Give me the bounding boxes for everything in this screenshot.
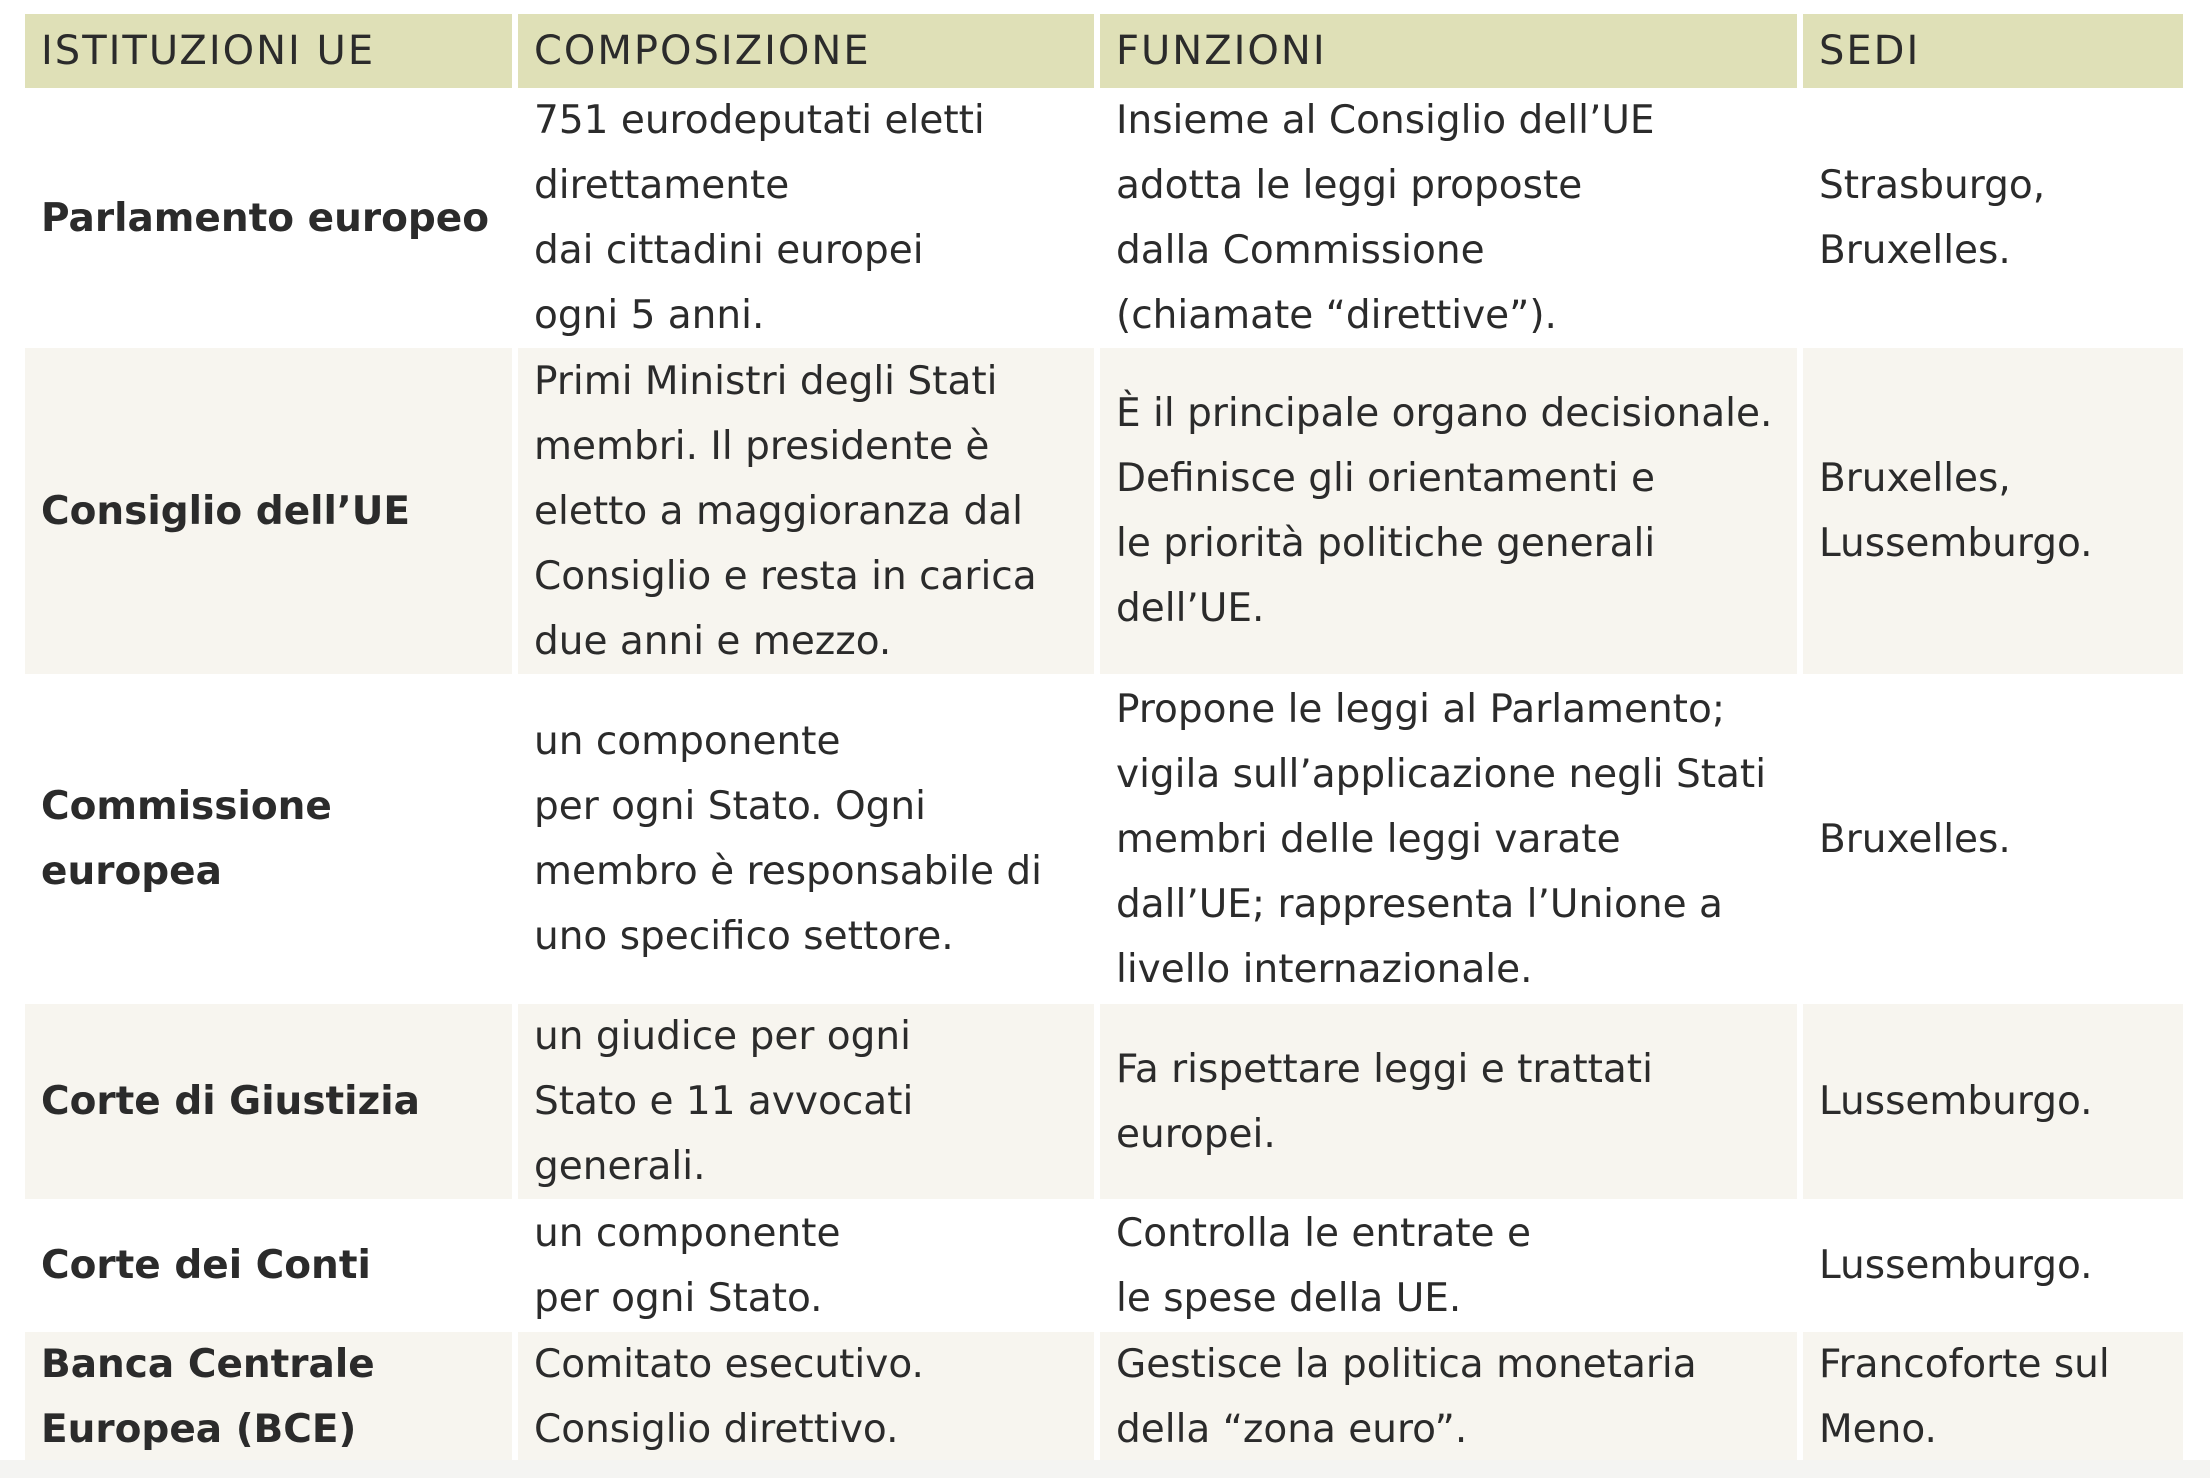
- institution-name: Parlamento europeo: [25, 88, 512, 348]
- institution-name: Corte di Giustizia: [25, 1004, 512, 1199]
- seats-cell: Lussemburgo.: [1803, 1004, 2183, 1199]
- table-header-row: [25, 14, 2183, 88]
- composition-cell: un componente per ogni Stato.: [518, 1199, 1094, 1332]
- seats-cell: Francoforte sul Meno.: [1803, 1332, 2183, 1462]
- institution-name: Consiglio dell’UE: [25, 348, 512, 674]
- table-row: [25, 1332, 2183, 1462]
- seats-cell: Bruxelles, Lussemburgo.: [1803, 348, 2183, 674]
- composition-cell: un componente per ogni Stato. Ogni membro è responsabile di uno specifico settore.: [518, 674, 1094, 1004]
- table-row: [25, 674, 2183, 1004]
- composition-cell: Comitato esecutivo. Consiglio direttivo.: [518, 1332, 1094, 1462]
- page-bottom-strip: [0, 1460, 2210, 1478]
- table-row: [25, 1199, 2183, 1332]
- seats-cell: Bruxelles.: [1803, 674, 2183, 1004]
- functions-cell: Gestisce la politica monetaria della “zona euro”.: [1100, 1332, 1797, 1462]
- institution-name: Corte dei Conti: [25, 1199, 512, 1332]
- institution-name: Commissione europea: [25, 674, 512, 1004]
- header-composizione: COMPOSIZIONE: [518, 14, 1094, 88]
- functions-cell: Insieme al Consiglio dell’UE adotta le leggi proposte dalla Commissione (chiamate “direttive”).: [1100, 88, 1797, 348]
- composition-cell: 751 eurodeputati eletti direttamente dai cittadini europei ogni 5 anni.: [518, 88, 1094, 348]
- eu-institutions-table: [19, 14, 2189, 1462]
- functions-cell: È il principale organo decisionale. Definisce gli orientamenti e le priorità politiche generali dell’UE.: [1100, 348, 1797, 674]
- table-row: [25, 1004, 2183, 1199]
- seats-cell: Lussemburgo.: [1803, 1199, 2183, 1332]
- seats-cell: Strasburgo, Bruxelles.: [1803, 88, 2183, 348]
- composition-cell: Primi Ministri degli Stati membri. Il presidente è eletto a maggioranza dal Consiglio e resta in carica due anni e mezzo.: [518, 348, 1094, 674]
- header-istituzioni: ISTITUZIONI UE: [25, 14, 512, 88]
- eu-institutions-table-frame: [25, 14, 2177, 1462]
- table-row: [25, 348, 2183, 674]
- composition-cell: un giudice per ogni Stato e 11 avvocati generali.: [518, 1004, 1094, 1199]
- functions-cell: Fa rispettare leggi e trattati europei.: [1100, 1004, 1797, 1199]
- header-sedi: SEDI: [1803, 14, 2183, 88]
- institution-name: Banca Centrale Europea (BCE): [25, 1332, 512, 1462]
- table-row: [25, 88, 2183, 348]
- header-funzioni: FUNZIONI: [1100, 14, 1797, 88]
- functions-cell: Controlla le entrate e le spese della UE.: [1100, 1199, 1797, 1332]
- functions-cell: Propone le leggi al Parlamento; vigila sull’applicazione negli Stati membri delle leggi varate dall’UE; rappresenta l’Unione a livello internazionale.: [1100, 674, 1797, 1004]
